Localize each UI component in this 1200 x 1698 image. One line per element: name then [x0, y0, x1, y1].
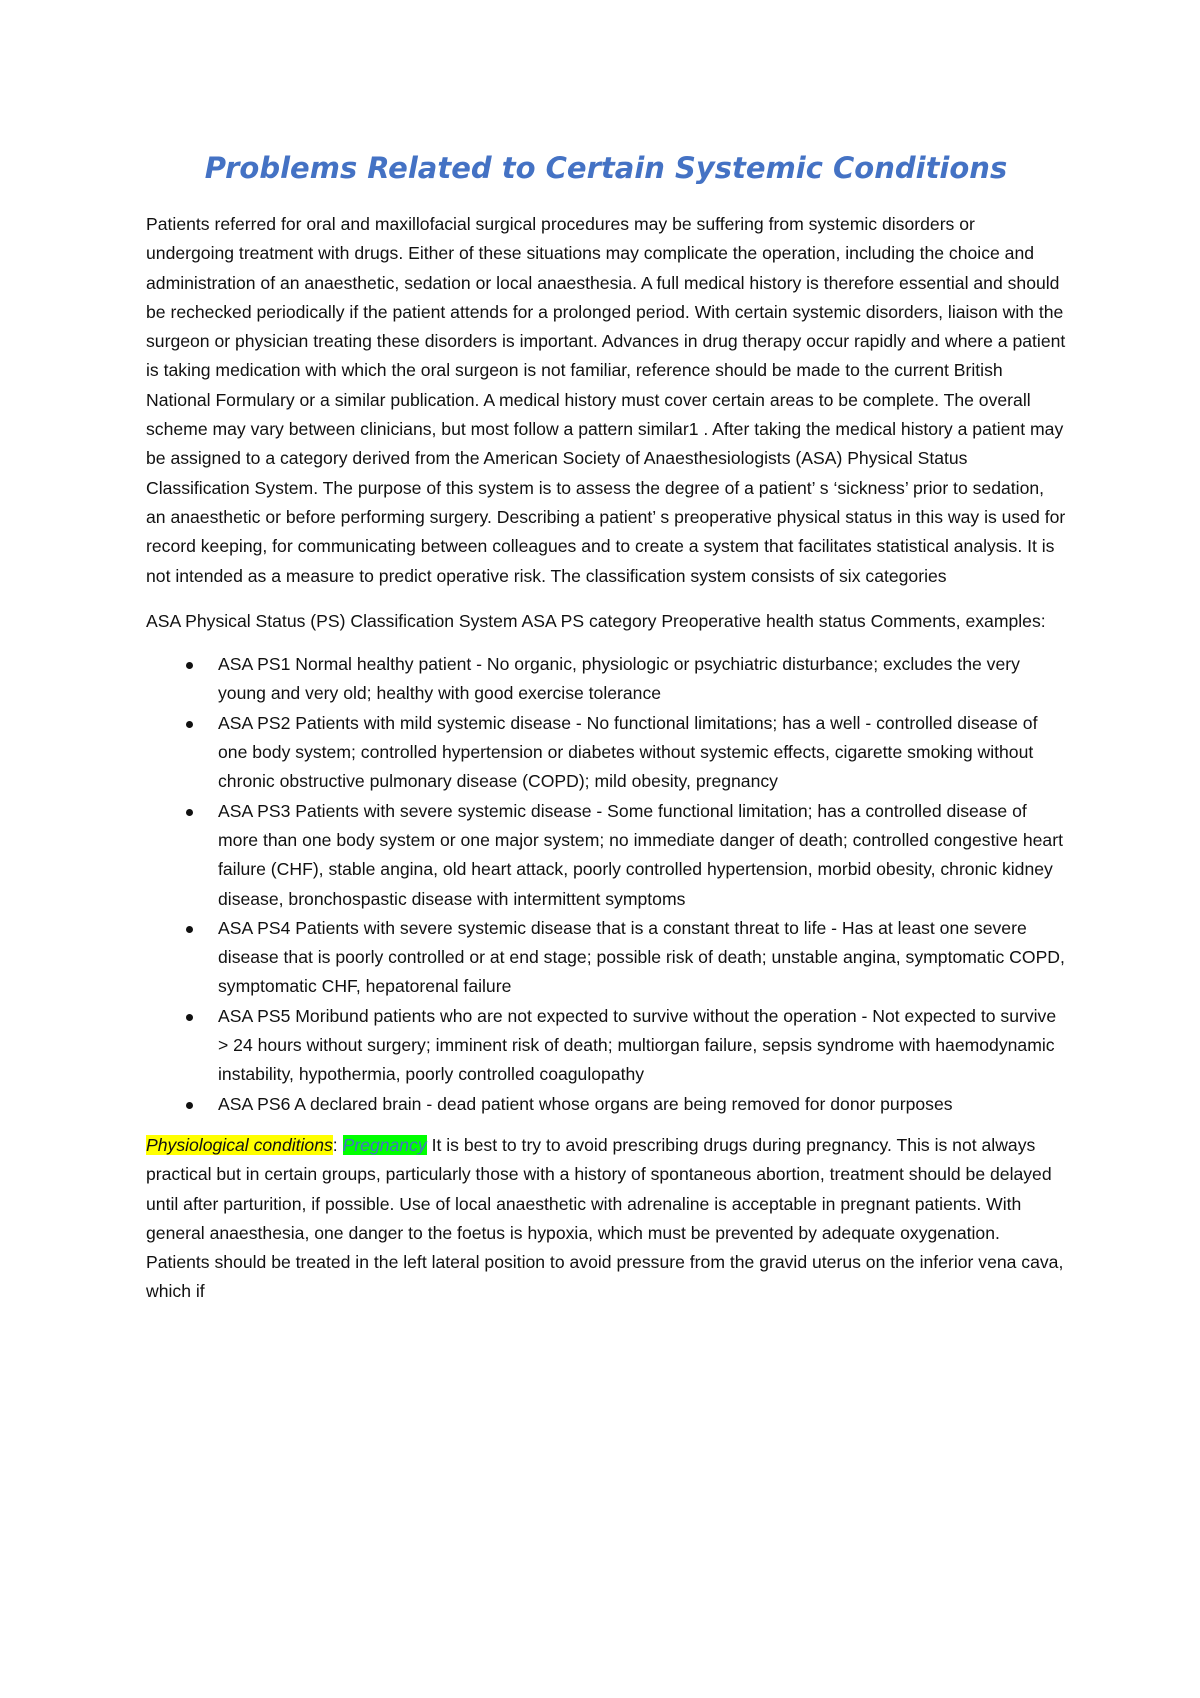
bullet-icon	[186, 1014, 193, 1021]
asa-list-item	[218, 650, 1066, 709]
physiological-conditions-paragraph	[146, 1131, 1066, 1307]
asa-item-text: ASA PS5 Moribund patients who are not expected to survive without the operation - Not expected to survive > 24 hours without surgery; imminent risk of death; multiorgan failure, sepsis syndrome with haemodynamic instability, hypothermia, poorly controlled coagulopathy	[218, 1005, 1057, 1085]
asa-item-text: ASA PS6 A declared brain - dead patient whose organs are being removed for donor purposes	[218, 1093, 953, 1114]
asa-list-item	[218, 1090, 1066, 1119]
physiological-conditions-label: Physiological conditions	[146, 1134, 333, 1155]
asa-item-text: ASA PS2 Patients with mild systemic disease - No functional limitations; has a well - controlled disease of one body system; controlled hypertension or diabetes without systemic effects, cigarette smoking without chronic obstructive pulmonary disease (COPD); mild obesity, pregnancy	[218, 712, 1038, 792]
document-title: Problems Related to Certain Systemic Conditions	[204, 151, 1008, 185]
document-body	[146, 148, 1066, 1307]
asa-classification-header: ASA Physical Status (PS) Classification System ASA PS category Preoperative health status Comments, examples:	[146, 610, 1046, 631]
asa-category-list	[146, 650, 1066, 1119]
asa-item-text: ASA PS3 Patients with severe systemic disease - Some functional limitation; has a controlled disease of more than one body system or one major system; no immediate danger of death; controlled congestive heart failure (CHF), stable angina, old heart attack, poorly controlled hypertension, morbid obesity, chronic kidney disease, bronchospastic disease with intermittent symptoms	[218, 800, 1063, 909]
asa-list-item	[218, 709, 1066, 797]
bullet-icon	[186, 1102, 193, 1109]
asa-list-item	[218, 1002, 1066, 1090]
intro-paragraph: Patients referred for oral and maxillofacial surgical procedures may be suffering from systemic disorders or undergoing treatment with drugs. Either of these situations may complicate the operation, including the choice and administration of an anaesthetic, sedation or local anaesthesia. A full medical history is therefore essential and should be rechecked periodically if the patient attends for a prolonged period. With certain systemic disorders, liaison with the surgeon or physician treating these disorders is important. Advances in drug therapy occur rapidly and where a patient is taking medication with which the oral surgeon is not familiar, reference should be made to the current British National Formulary or a similar publication. A medical history must cover certain areas to be complete. The overall scheme may vary between clinicians, but most follow a pattern similar1 . After taking the medical history a patient may be assigned to a category derived from the American Society of Anaesthesiologists (ASA) Physical Status Classification System. The purpose of this system is to assess the degree of a patient’ s ‘sickness’ prior to sedation, an anaesthetic or before performing surgery. Describing a patient’ s preoperative physical status in this way is used for record keeping, for communicating between colleagues and to create a system that facilitates statistical analysis. It is not intended as a measure to predict operative risk. The classification system consists of six categories	[146, 214, 1066, 586]
bullet-icon	[186, 662, 193, 669]
asa-list-item	[218, 797, 1066, 914]
bullet-icon	[186, 809, 193, 816]
pregnancy-text: It is best to try to avoid prescribing drugs during pregnancy. This is not always practical but in certain groups, particularly those with a history of spontaneous abortion, treatment should be delayed until after parturition, if possible. Use of local anaesthetic with adrenaline is acceptable in pregnant patients. With general anaesthesia, one danger to the foetus is hypoxia, which must be prevented by adequate oxygenation. Patients should be treated in the left lateral position to avoid pressure from the gravid uterus on the inferior vena cava, which if	[146, 1134, 1064, 1302]
asa-item-text: ASA PS4 Patients with severe systemic disease that is a constant threat to life - Has at least one severe disease that is poorly controlled or at end stage; possible risk of death; unstable angina, symptomatic COPD, symptomatic CHF, hepatorenal failure	[218, 917, 1065, 997]
label-separator: :	[332, 1134, 343, 1155]
asa-item-text: ASA PS1 Normal healthy patient - No organic, physiologic or psychiatric disturbance; excludes the very young and very old; healthy with good exercise tolerance	[218, 654, 1020, 704]
asa-list-item	[218, 914, 1066, 1002]
bullet-icon	[186, 926, 193, 933]
pregnancy-label: Pregnancy	[342, 1134, 427, 1155]
bullet-icon	[186, 721, 193, 728]
